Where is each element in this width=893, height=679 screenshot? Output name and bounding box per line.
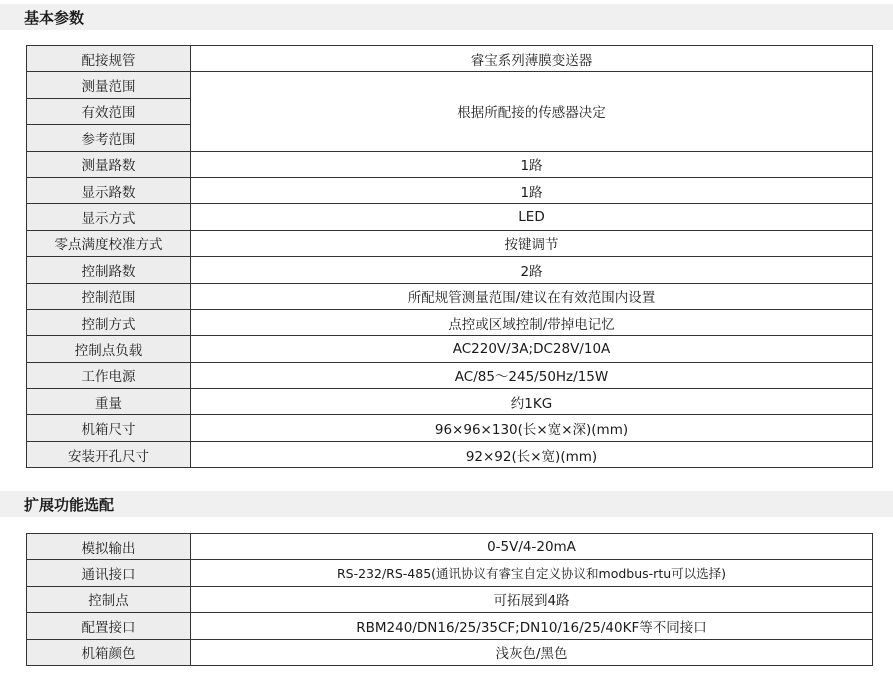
row-label: 控制路数 <box>27 257 191 283</box>
row-value: 浅灰色/黑色 <box>191 639 873 665</box>
table-row <box>27 46 873 72</box>
row-label: 控制点负载 <box>27 336 191 362</box>
table-row <box>27 177 873 203</box>
table-row <box>27 151 873 177</box>
row-label: 显示路数 <box>27 177 191 203</box>
row-value: 0-5V/4-20mA <box>191 534 873 560</box>
row-label: 安装开孔尺寸 <box>27 441 191 467</box>
table-row <box>27 441 873 467</box>
row-label: 通讯接口 <box>27 560 191 586</box>
table-row <box>27 534 873 560</box>
table-row <box>27 639 873 665</box>
table-row <box>27 389 873 415</box>
table-row <box>27 257 873 283</box>
row-value-merged: 根据所配接的传感器决定 <box>191 72 873 151</box>
row-value: RBM240/DN16/25/35CF;DN10/16/25/40KF等不同接口 <box>191 613 873 639</box>
row-value: LED <box>191 204 873 230</box>
table-row <box>27 72 873 98</box>
table-row <box>27 283 873 309</box>
row-value: 所配规管测量范围/建议在有效范围内设置 <box>191 283 873 309</box>
section-header-basic <box>0 4 893 30</box>
row-label: 测量路数 <box>27 151 191 177</box>
row-label: 控制方式 <box>27 309 191 335</box>
row-label: 机箱尺寸 <box>27 415 191 441</box>
row-label: 显示方式 <box>27 204 191 230</box>
row-label: 控制范围 <box>27 283 191 309</box>
row-label: 有效范围 <box>27 98 191 124</box>
row-value: 点控或区域控制/带掉电记忆 <box>191 309 873 335</box>
section-header-extended <box>0 491 893 517</box>
table-row <box>27 415 873 441</box>
table-row <box>27 586 873 612</box>
row-value: 按键调节 <box>191 230 873 256</box>
row-value: 92×92(长×宽)(mm) <box>191 441 873 467</box>
table-row <box>27 560 873 586</box>
row-value: 1路 <box>191 177 873 203</box>
row-value: 可拓展到4路 <box>191 586 873 612</box>
table-row <box>27 204 873 230</box>
row-label: 工作电源 <box>27 362 191 388</box>
row-label: 模拟输出 <box>27 534 191 560</box>
row-value: 1路 <box>191 151 873 177</box>
row-value: AC/85～245/50Hz/15W <box>191 362 873 388</box>
row-label: 配置接口 <box>27 613 191 639</box>
row-value: RS-232/RS-485(通讯协议有睿宝自定义协议和modbus-rtu可以选择) <box>191 560 873 586</box>
row-value: 96×96×130(长×宽×深)(mm) <box>191 415 873 441</box>
row-value: AC220V/3A;DC28V/10A <box>191 336 873 362</box>
extended-options-table <box>26 533 873 666</box>
row-label: 参考范围 <box>27 125 191 151</box>
row-label: 配接规管 <box>27 46 191 72</box>
row-value: 2路 <box>191 257 873 283</box>
basic-params-table <box>26 45 873 468</box>
row-label: 重量 <box>27 389 191 415</box>
row-value: 睿宝系列薄膜变送器 <box>191 46 873 72</box>
row-label: 机箱颜色 <box>27 639 191 665</box>
section-title-extended: 扩展功能选配 <box>24 495 115 514</box>
table-row <box>27 613 873 639</box>
row-label: 零点满度校准方式 <box>27 230 191 256</box>
row-label: 控制点 <box>27 586 191 612</box>
table-row <box>27 230 873 256</box>
table-row <box>27 336 873 362</box>
section-title-basic: 基本参数 <box>24 8 85 27</box>
row-value: 约1KG <box>191 389 873 415</box>
row-label: 测量范围 <box>27 72 191 98</box>
table-row <box>27 309 873 335</box>
table-row <box>27 362 873 388</box>
